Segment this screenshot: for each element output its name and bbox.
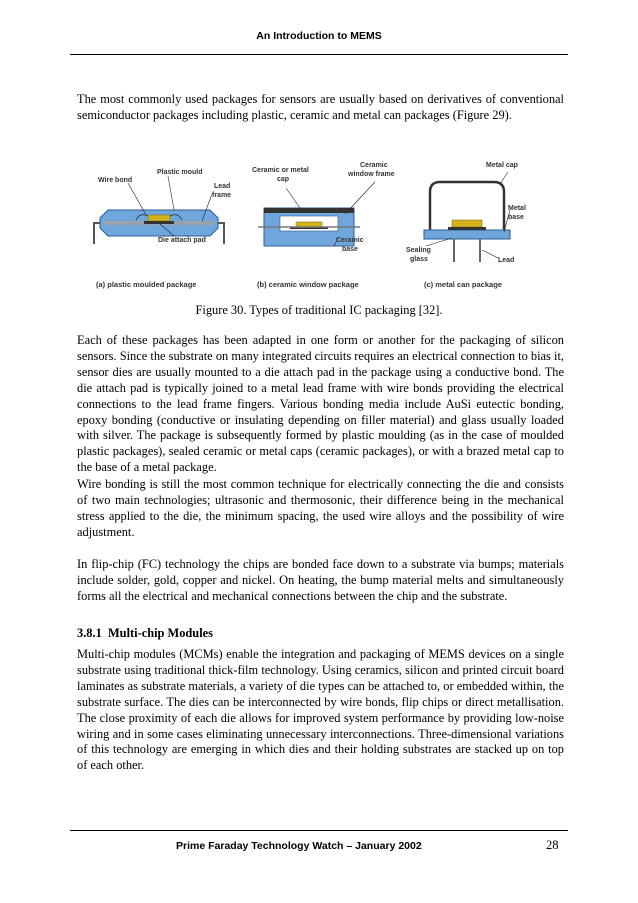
label-base: base	[342, 246, 358, 253]
section-heading	[77, 626, 213, 641]
figure-ic-packaging	[90, 158, 530, 294]
label-metal-base: base	[508, 214, 524, 221]
label-ceramic-base: Ceramic	[336, 237, 364, 244]
paragraph-multi-chip-modules: Multi-chip modules (MCMs) enable the integration and packaging of MEMS devices on a single substrate using traditional thick-film technology. Using ceramics, silicon and printed circuit board laminates as substrate materials, a variety of die types can be attached to, or embedded within, the substrate surface. The dies can be interconnected by wire bonds, flip chips or direct metallisation. The close proximity of each die allows for improved system performance by providing low-noise wiring and in some cases eliminating unnecessary interconnections. Three-dimensional variations of this technology are emerging in which dies and their holding substrates are stacked up on top of each other.	[77, 647, 564, 773]
label-plastic-mould: Plastic mould	[157, 169, 203, 176]
label-glass: glass	[410, 256, 428, 263]
paragraph-intro: The most commonly used packages for sensors are usually based on derivatives of conventional semiconductor packages including plastic, ceramic and metal can packages (Figure 29).	[77, 92, 564, 122]
label-wire-bond: Wire bond	[98, 177, 133, 184]
plastic-moulded-package-diagram	[94, 169, 231, 289]
panel-b-title: (b) ceramic window package	[257, 280, 359, 289]
paragraph-packaging-methods: Each of these packages has been adapted in one form or another for the packaging of silicon sensors. Since the substrate on many integrated circuits requires an electrical connection to bias it, sensor dies are usually mounted to a die attach pad in the package using a conductive bond. The die attach pad is typically joined to a metal lead frame with wire bonds providing the electrical connections to the lead frame fingers. Various bonding media include AuSi eutectic bonding, epoxy bonding (conductive or insulating depending on filler material) and glass usually loaded with silver. The package is subsequently formed by plastic moulding (as in the case of moulded plastic packages), sealed ceramic or metal caps (ceramic packages), or with a brazed metal cap to the base of a metal package.	[77, 333, 564, 475]
label-window-frame: window frame	[348, 171, 395, 178]
panel-a-title: (a) plastic moulded package	[96, 280, 197, 289]
running-header: An Introduction to MEMS	[256, 30, 382, 42]
section-number: 3.8.1	[77, 626, 102, 640]
label-lead-c: Lead	[498, 257, 515, 264]
label-die-attach-pad: Die attach pad	[158, 237, 206, 244]
label-metal: Metal	[508, 205, 526, 212]
label-cap: cap	[277, 176, 290, 183]
label-metal-cap: Metal cap	[486, 162, 518, 169]
header-rule	[70, 54, 568, 55]
label-sealing: Sealing	[406, 247, 431, 254]
label-frame: frame	[212, 192, 232, 199]
ceramic-window-package-diagram	[252, 162, 395, 289]
packaging-illustration	[90, 158, 530, 294]
paragraph-wire-bonding: Wire bonding is still the most common technique for electrically connecting the die and consists of two main technologies; ultrasonic and thermosonic, their difference being in the mechanical stress applied to the die, the minimum spacing, the used wire alloys and the possibility of wire adjustment.	[77, 477, 564, 539]
section-title: Multi-chip Modules	[107, 626, 213, 640]
metal-can-package-diagram	[406, 162, 526, 289]
footer-text: Prime Faraday Technology Watch – January 2002	[176, 840, 422, 852]
footer-rule	[70, 830, 568, 831]
paragraph-flip-chip: In flip-chip (FC) technology the chips are bonded face down to a substrate via bumps; materials include solder, gold, copper and nickel. On heating, the bump material melts and simultaneously forms all the electrical and mechanical connections between the chip and the substrate.	[77, 557, 564, 603]
panel-c-title: (c) metal can package	[424, 280, 502, 289]
label-ceramic-window: Ceramic	[360, 162, 388, 169]
page-number: 28	[546, 838, 559, 852]
label-lead: Lead	[214, 183, 231, 190]
figure-caption: Figure 30. Types of traditional IC packaging [32].	[195, 303, 443, 317]
label-ceramic-or-metal: Ceramic or metal	[252, 167, 309, 174]
